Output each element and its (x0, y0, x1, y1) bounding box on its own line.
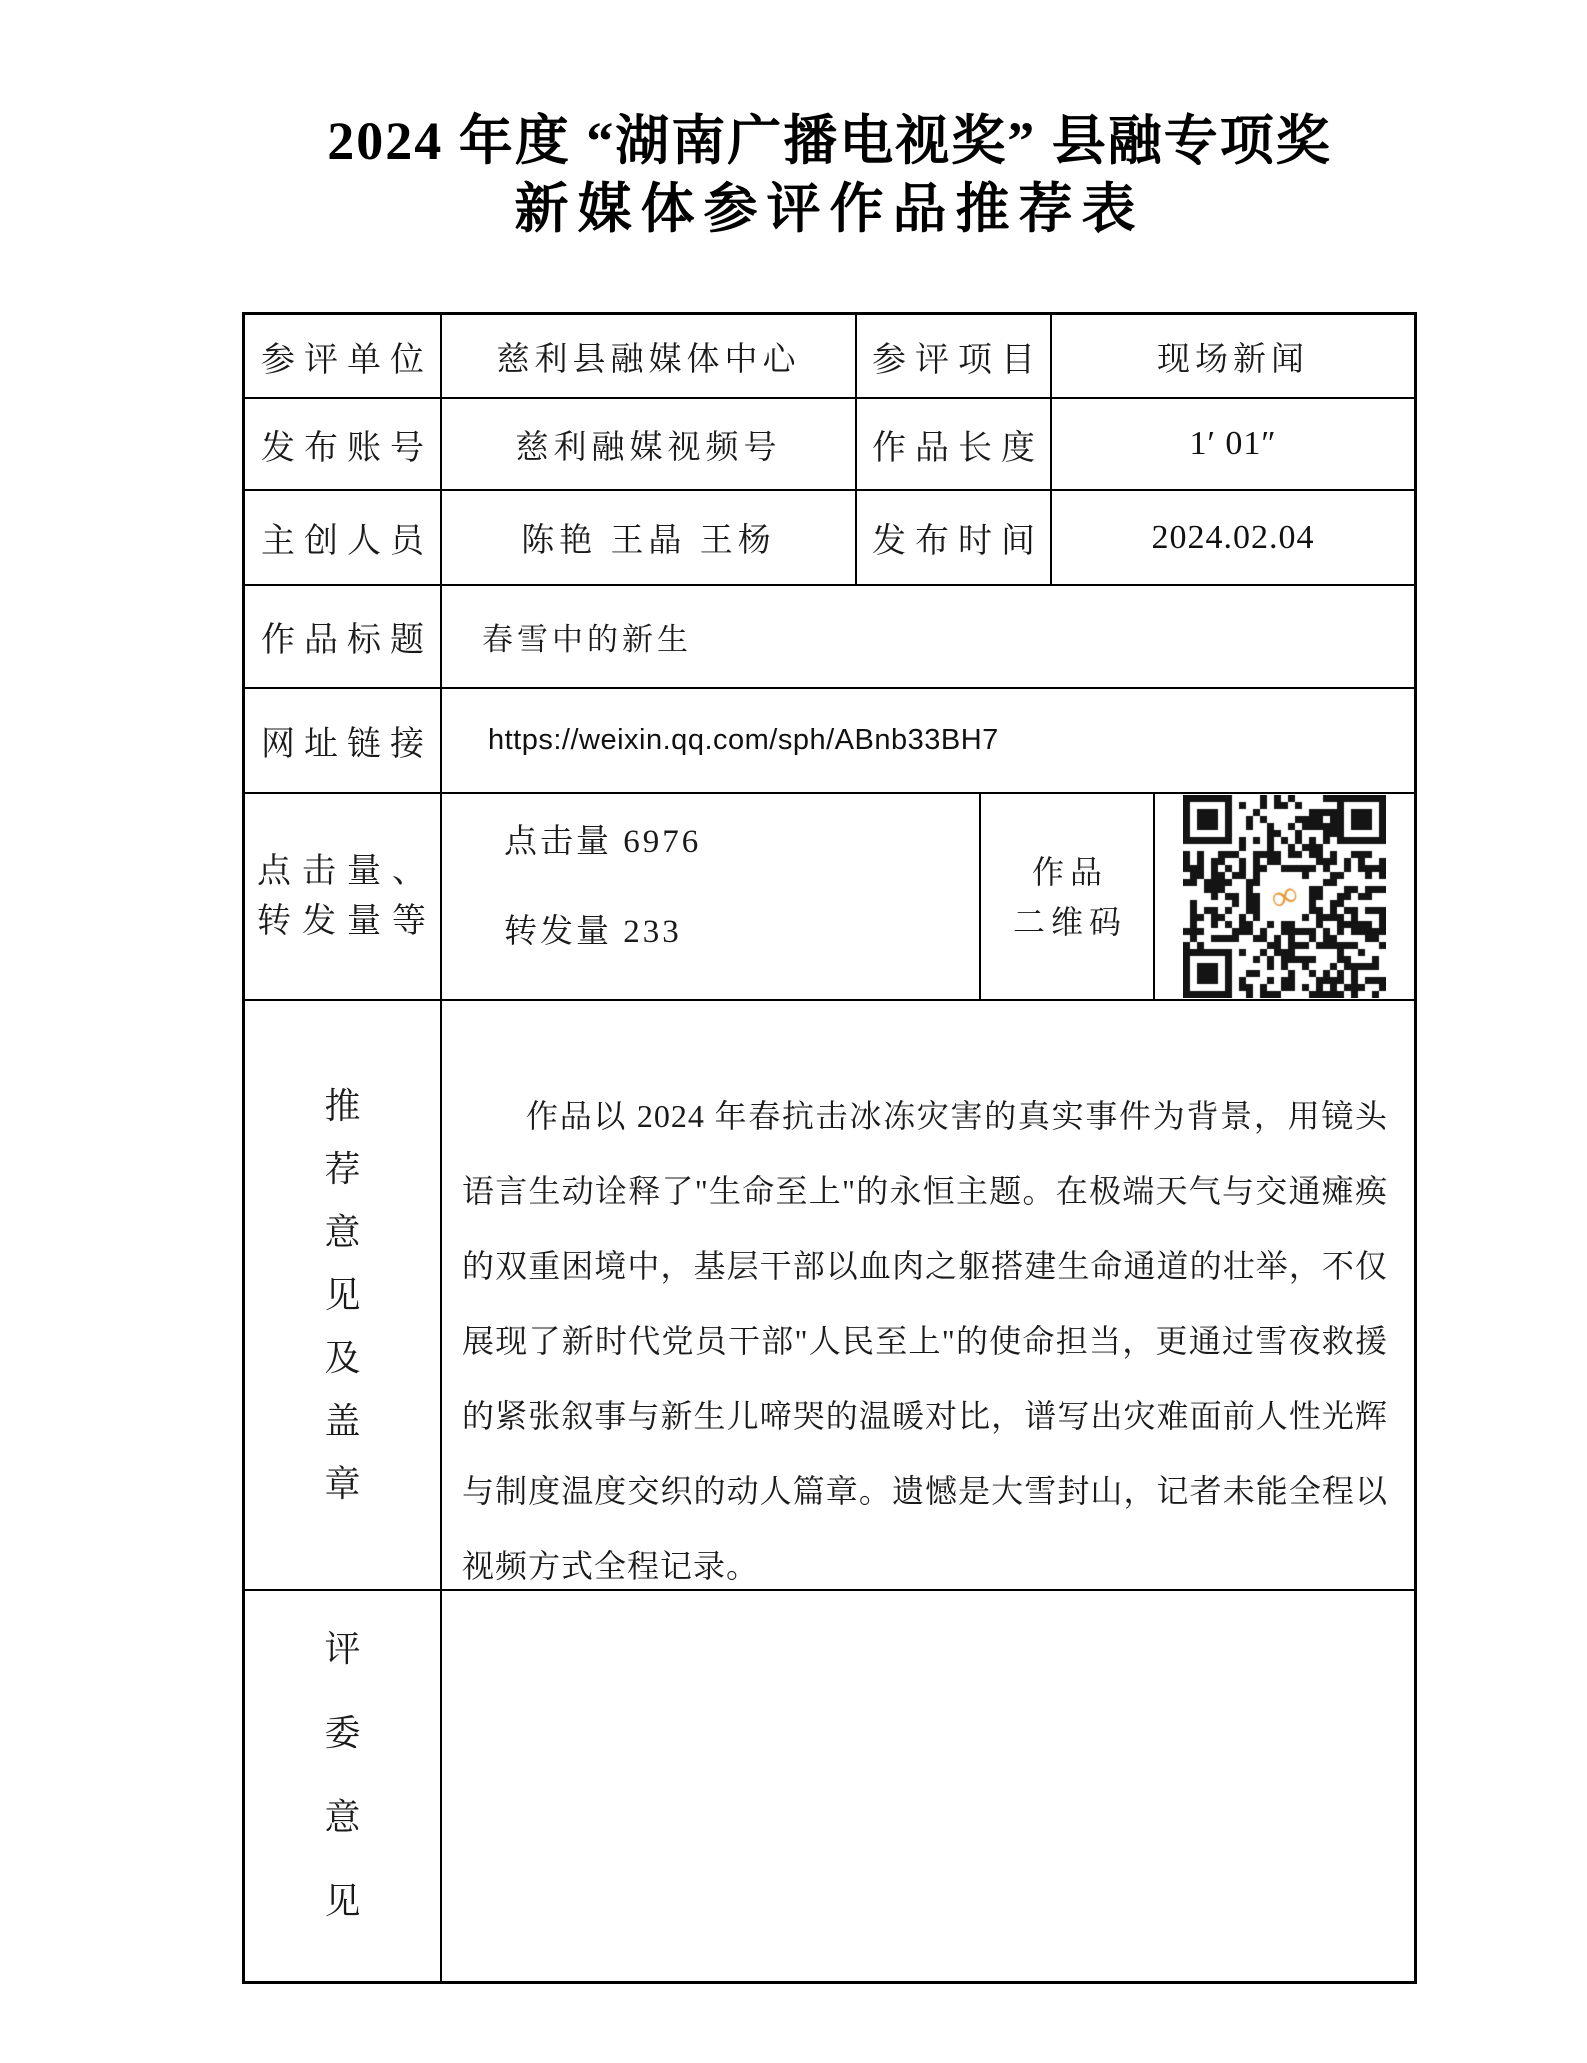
metrics-label-line2: 转发量等 (257, 902, 437, 940)
row-publish-account (245, 399, 1414, 491)
work-title-value: 春雪中的新生 (482, 622, 692, 657)
publish-account-value: 慈利融媒视频号 (515, 429, 782, 466)
judge-opinion-content-cell (442, 1591, 1414, 1981)
entry-category-value-cell (1052, 315, 1414, 399)
url-value-cell (442, 689, 1414, 794)
judge-opinion-label-cell (245, 1591, 442, 1981)
recommendation-label-char: 及 (324, 1337, 361, 1378)
metrics-label-cell (245, 794, 442, 1001)
row-creators (245, 491, 1414, 586)
qr-label-line1: 作品 (1031, 853, 1108, 890)
work-length-value-cell (1052, 399, 1414, 491)
form-document (242, 108, 1417, 1984)
work-title-label-cell (245, 586, 442, 689)
recommendation-form-table (242, 312, 1417, 1984)
entry-unit-value: 慈利县融媒体中心 (496, 341, 801, 378)
recommendation-text-cell (442, 1001, 1414, 1591)
metrics-value-cell (442, 794, 981, 1001)
qr-label-cell (981, 794, 1155, 1001)
publish-account-label: 发布账号 (261, 429, 433, 467)
judge-opinion-label-char: 评 (324, 1629, 361, 1669)
creators-value-cell (442, 491, 857, 586)
recommendation-label-char: 见 (324, 1274, 361, 1315)
entry-unit-label-cell (245, 315, 442, 399)
recommendation-label-char: 章 (324, 1463, 361, 1504)
recommendation-label-char: 意 (324, 1211, 361, 1252)
title-line-2: 新媒体参评作品推荐表 (514, 179, 1145, 239)
url-label-cell (245, 689, 442, 794)
creators-label-cell (245, 491, 442, 586)
work-length-label: 作品长度 (872, 429, 1044, 467)
url-value: https://weixin.qq.com/sph/ABnb33BH7 (488, 724, 999, 756)
work-title-label: 作品标题 (261, 622, 433, 659)
publish-account-label-cell (245, 399, 442, 491)
metrics-label-line1: 点击量、 (257, 852, 437, 890)
row-metrics-qr (245, 794, 1414, 1001)
work-title-value-cell (442, 586, 1414, 689)
row-recommendation (245, 1001, 1414, 1591)
creators-value: 陈艳 王晶 王杨 (521, 523, 776, 559)
recommendation-label-cell (245, 1001, 442, 1591)
publish-date-label-cell (857, 491, 1052, 586)
recommendation-label-char: 推 (324, 1085, 361, 1126)
entry-category-value: 现场新闻 (1157, 341, 1309, 378)
qr-code-cell (1155, 794, 1414, 1001)
judge-opinion-label-char: 见 (324, 1881, 361, 1921)
work-length-value: 1′ 01″ (1189, 425, 1277, 462)
url-label: 网址链接 (261, 726, 433, 763)
judge-opinion-label-char: 委 (324, 1713, 361, 1753)
entry-category-label-cell (857, 315, 1052, 399)
publish-date-label: 发布时间 (872, 523, 1044, 560)
entry-unit-value-cell (442, 315, 857, 399)
publish-date-value-cell (1052, 491, 1414, 586)
qr-label-line2: 二维码 (1012, 903, 1127, 940)
work-length-label-cell (857, 399, 1052, 491)
publish-date-value: 2024.02.04 (1151, 518, 1315, 556)
document-title (242, 108, 1417, 240)
row-entry-unit (245, 315, 1414, 399)
forwards-count: 转发量 233 (504, 914, 682, 950)
creators-label: 主创人员 (261, 523, 433, 560)
title-line-1: 2024 年度 “湖南广播电视奖” 县融专项奖 (327, 111, 1332, 171)
row-judge-opinion (245, 1591, 1414, 1981)
entry-unit-label: 参评单位 (261, 341, 433, 379)
recommendation-label-char: 荐 (324, 1148, 361, 1189)
judge-opinion-label-char: 意 (324, 1797, 361, 1837)
row-work-title (245, 586, 1414, 689)
recommendation-label-char: 盖 (324, 1400, 361, 1441)
row-url (245, 689, 1414, 794)
publish-account-value-cell (442, 399, 857, 491)
entry-category-label: 参评项目 (872, 341, 1044, 379)
qr-code-image (1183, 795, 1386, 998)
clicks-count: 点击量 6976 (504, 824, 702, 860)
recommendation-text: 作品以 2024 年春抗击冰冻灾害的真实事件为背景，用镜头语言生动诠释了"生命至上"的永恒主题。在极端天气与交通瘫痪的双重困境中，基层干部以血肉之躯搭建生命通道的壮举，不仅展现了新时代党员干部"人民至上"的使命担当，更通过雪夜救援的紧张叙事与新生儿啼哭的温暖对比，谱写出灾难面前人性光辉与制度温度交织的动人篇章。遗憾是大雪封山，记者未能全程以视频方式全程记录。 (462, 1098, 1388, 1584)
